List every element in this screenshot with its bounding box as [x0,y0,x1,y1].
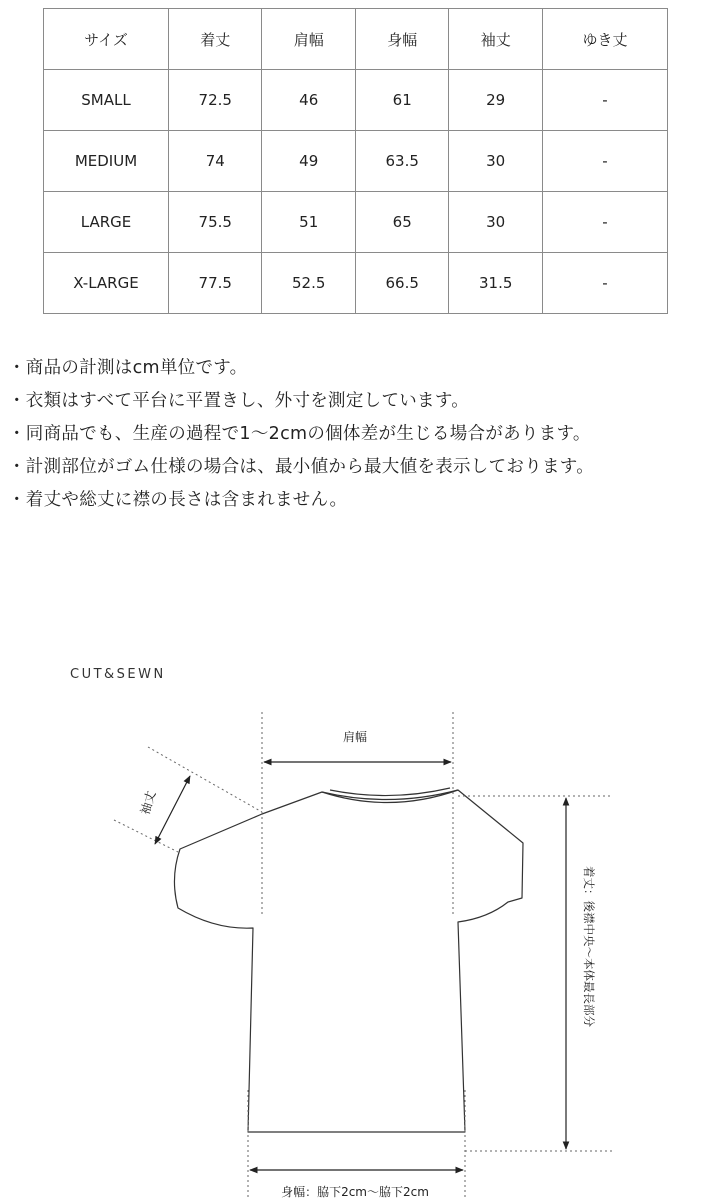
sleeve-guide-top [148,747,262,812]
table-row [44,192,668,253]
table-row [44,70,668,131]
note-item: ・商品の計測はcm単位です。 [8,358,248,378]
table-cell: 30 [449,192,542,253]
size-table [43,8,668,314]
table-cell: 29 [449,70,542,131]
table-cell: 30 [449,131,542,192]
table-cell: 63.5 [355,131,448,192]
body-width-label: 身幅：脇下2cm〜脇下2cm [281,1185,429,1199]
header-yuki: ゆき丈 [542,9,667,70]
diagram-title: CUT&SEWN [70,667,166,682]
table-cell: 46 [262,70,355,131]
table-cell: LARGE [44,192,169,253]
table-cell: 66.5 [355,253,448,314]
length-label: 着丈：後襟中央〜本体最長部分 [582,866,596,1027]
table-cell: SMALL [44,70,169,131]
table-row [44,131,668,192]
sleeve-label: 袖丈 [137,789,159,817]
table-cell: MEDIUM [44,131,169,192]
note-item: ・同商品でも、生産の過程で1〜2cmの個体差が生じる場合があります。 [8,424,591,444]
header-body-width: 身幅 [355,9,448,70]
table-cell: - [542,131,667,192]
header-length: 着丈 [169,9,262,70]
table-cell: 72.5 [169,70,262,131]
table-cell: X-LARGE [44,253,169,314]
sleeve-guide-bottom [114,820,178,852]
table-row [44,253,668,314]
note-item: ・計測部位がゴム仕様の場合は、最小値から最大値を表示しております。 [8,457,594,477]
header-sleeve: 袖丈 [449,9,542,70]
note-item: ・衣類はすべて平台に平置きし、外寸を測定しています。 [8,391,470,411]
tshirt-measurement-diagram [0,690,708,1200]
table-cell: 52.5 [262,253,355,314]
tshirt-outline [174,788,523,1132]
table-cell: 61 [355,70,448,131]
note-item: ・着丈や総丈に襟の長さは含まれません。 [8,490,348,510]
table-cell: - [542,192,667,253]
table-cell: 75.5 [169,192,262,253]
table-cell: - [542,70,667,131]
header-shoulder: 肩幅 [262,9,355,70]
table-header-row [44,9,668,70]
measurement-notes [8,352,698,517]
table-cell: 65 [355,192,448,253]
table-cell: 77.5 [169,253,262,314]
table-cell: 49 [262,131,355,192]
sleeve-arrow [155,776,190,844]
header-size: サイズ [44,9,169,70]
shoulder-label: 肩幅 [342,730,368,744]
table-cell: - [542,253,667,314]
table-cell: 31.5 [449,253,542,314]
table-cell: 74 [169,131,262,192]
table-cell: 51 [262,192,355,253]
